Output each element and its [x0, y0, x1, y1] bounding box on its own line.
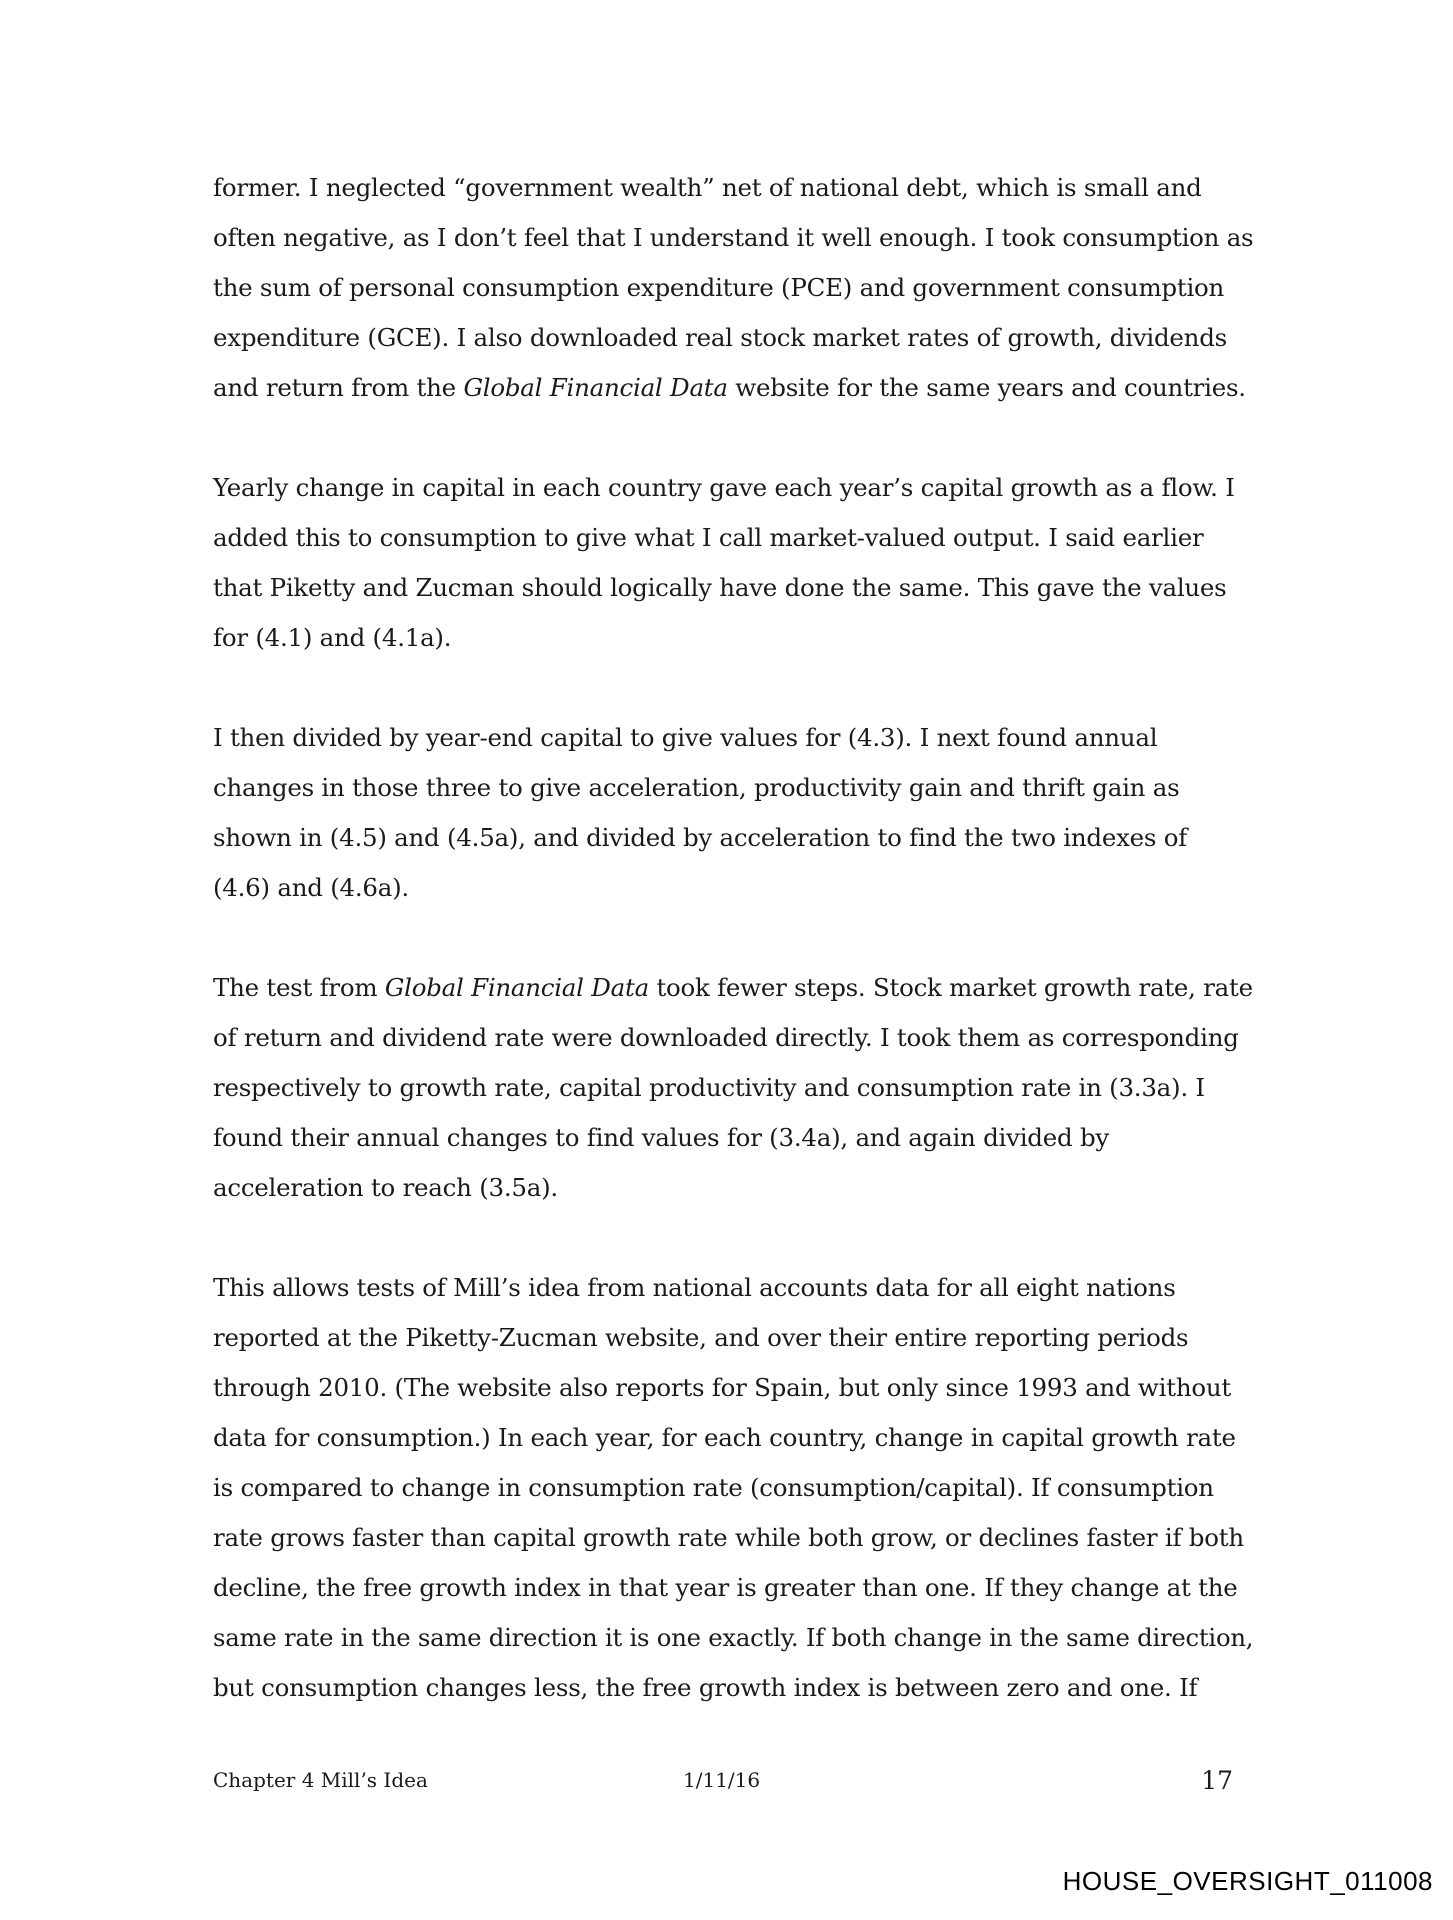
page-footer	[213, 1760, 1243, 1800]
text-line: expenditure (GCE). I also downloaded real stock market rates of growth, dividends	[213, 323, 1227, 352]
text-line: (4.6) and (4.6a).	[213, 873, 409, 902]
footer-date: 1/11/16	[683, 1768, 761, 1792]
paragraph-1	[213, 163, 1253, 413]
text-segment: website for the same years and countries.	[727, 373, 1246, 402]
paragraph-gap	[213, 413, 1253, 463]
italic-title: Global Financial Data	[384, 973, 649, 1002]
text-line: This allows tests of Mill’s idea from national accounts data for all eight nations	[213, 1273, 1176, 1302]
paragraph-2	[213, 463, 1253, 663]
text-line: that Piketty and Zucman should logically have done the same. This gave the values	[213, 573, 1227, 602]
text-line: found their annual changes to find values for (3.4a), and again divided by	[213, 1123, 1109, 1152]
text-line: changes in those three to give acceleration, productivity gain and thrift gain as	[213, 773, 1180, 802]
text-segment: and return from the	[213, 373, 464, 402]
text-line: added this to consumption to give what I call market-valued output. I said earlier	[213, 523, 1204, 552]
footer-chapter-title: Chapter 4 Mill’s Idea	[213, 1768, 428, 1792]
text-line: rate grows faster than capital growth rate while both grow, or declines faster if both	[213, 1523, 1244, 1552]
text-segment: The test from	[213, 973, 385, 1002]
body-text	[213, 163, 1253, 1713]
text-line	[213, 363, 1253, 413]
text-line: acceleration to reach (3.5a).	[213, 1173, 558, 1202]
paragraph-gap	[213, 1213, 1253, 1263]
text-line: Yearly change in capital in each country gave each year’s capital growth as a flow. I	[213, 473, 1235, 502]
paragraph-gap	[213, 663, 1253, 713]
text-line: for (4.1) and (4.1a).	[213, 623, 452, 652]
text-line	[213, 963, 1252, 1013]
text-line: former. I neglected “government wealth” net of national debt, which is small and	[213, 173, 1202, 202]
text-line: I then divided by year-end capital to give values for (4.3). I next found annual	[213, 723, 1158, 752]
page-number: 17	[1201, 1766, 1233, 1795]
paragraph-3	[213, 713, 1253, 913]
text-line: through 2010. (The website also reports for Spain, but only since 1993 and without	[213, 1373, 1231, 1402]
text-line: the sum of personal consumption expenditure (PCE) and government consumption	[213, 273, 1225, 302]
text-line: respectively to growth rate, capital productivity and consumption rate in (3.3a). I	[213, 1073, 1205, 1102]
italic-title: Global Financial Data	[463, 373, 728, 402]
text-line: is compared to change in consumption rate (consumption/capital). If consumption	[213, 1473, 1214, 1502]
paragraph-4	[213, 963, 1253, 1213]
paragraph-5	[213, 1263, 1253, 1713]
text-segment: took fewer steps. Stock market growth rate, rate	[648, 973, 1253, 1002]
text-line: data for consumption.) In each year, for each country, change in capital growth rate	[213, 1423, 1236, 1452]
text-line: often negative, as I don’t feel that I understand it well enough. I took consumption as	[213, 223, 1254, 252]
paragraph-gap	[213, 913, 1253, 963]
text-line: of return and dividend rate were downloaded directly. I took them as corresponding	[213, 1023, 1239, 1052]
text-line: same rate in the same direction it is one exactly. If both change in the same direction,	[213, 1623, 1254, 1652]
text-line: decline, the free growth index in that year is greater than one. If they change at the	[213, 1573, 1238, 1602]
text-line: but consumption changes less, the free growth index is between zero and one. If	[213, 1673, 1198, 1702]
text-line: reported at the Piketty-Zucman website, and over their entire reporting periods	[213, 1323, 1189, 1352]
text-line: shown in (4.5) and (4.5a), and divided by acceleration to find the two indexes of	[213, 823, 1188, 852]
bates-number: HOUSE_OVERSIGHT_011008	[1062, 1866, 1433, 1896]
